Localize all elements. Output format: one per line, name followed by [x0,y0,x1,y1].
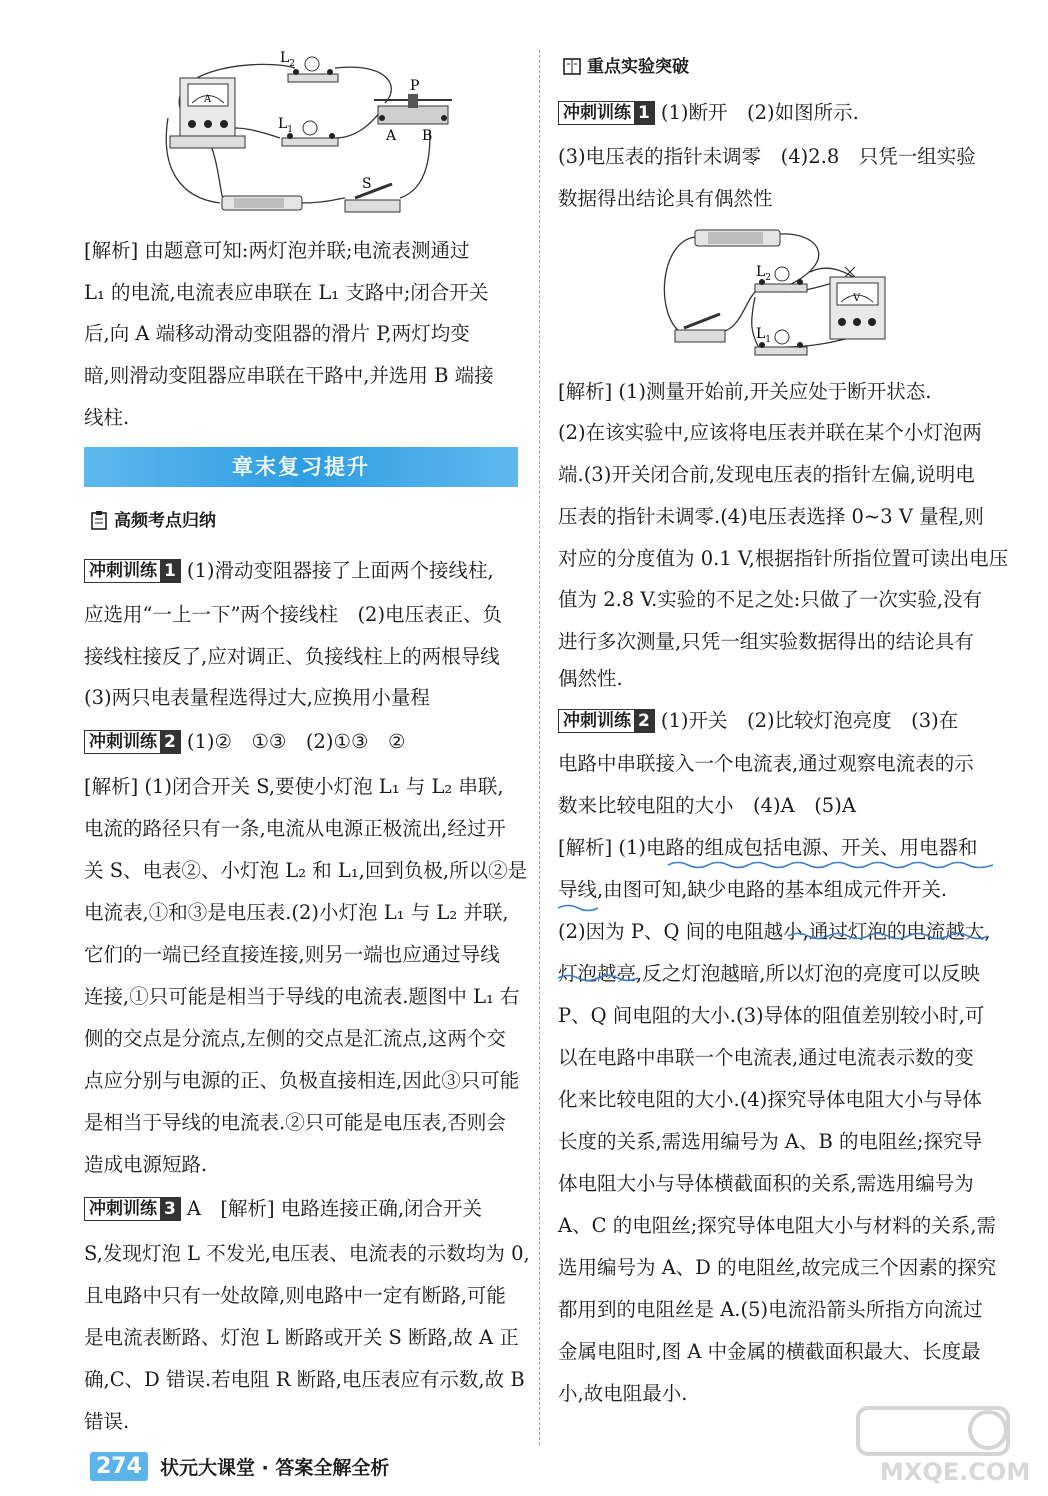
circuit-diagram-parallel-bulbs [160,48,480,218]
drill-2-line: 是相当于导线的电流表.②只可能是电压表,否则会 [84,1111,506,1134]
exp-analysis-line: 对应的分度值为 0.1 V,根据指针所指位置可读出电压 [558,547,1009,570]
column-divider [539,50,540,1445]
drill-3-line: 冲刺训练 3 A [解析] 电路连接正确,闭合开关 [84,1195,482,1223]
subhead-label: 高频考点归纳 [114,511,216,531]
drill-3-line: S,发现灯泡 L 不发光,电压表、电流表的示数均为 0, [84,1242,530,1265]
exp-drill-2-line: 数来比较电阻的大小 (4)A (5)A [558,794,856,817]
handwritten-underlines [558,860,1008,990]
exp-drill-2-line: 都用到的电阻丝是 A.(5)电流沿箭头所指方向流过 [558,1298,983,1321]
label-s: S [362,176,372,192]
label-p: P [410,78,420,94]
svg-text:A: A [204,94,212,105]
drill-tag: 冲刺训练 3 [84,1197,181,1221]
analysis-line: 后,向 A 端移动滑动变阻器的滑片 P,两灯均变 [84,322,470,345]
page-footer [90,1448,389,1484]
label-l2: $L_2$ [280,50,296,69]
exp-drill-2-line: 冲刺训练 2 (1)开关 (2)比较灯泡亮度 (3)在 [558,707,958,735]
drill-1-line: (3)两只电表量程选得过大,应换用小量程 [84,686,430,709]
drill-2-line: 电流的路径只有一条,电流从电源正极流出,经过开 [84,817,506,840]
voltmeter [830,267,885,339]
label-l2: $L_2$ [756,264,772,283]
label-l1: $L_1$ [278,116,294,135]
exp-analysis-line: 端.(3)开关闭合前,发现电压表的指针左偏,说明电 [558,463,975,486]
exp-drill-2-line: 体电阻大小与导体横截面积的关系,需选用编号为 [558,1172,974,1195]
exp-drill-2-line: 导线,由图可知,缺少电路的基本组成元件开关. [558,878,948,901]
subhead-label: 重点实验突破 [587,57,689,77]
exp-drill-2-line: 以在电路中串联一个电流表,通过电流表示数的变 [558,1046,974,1069]
exp-drill-1-line: 冲刺训练 1 (1)断开 (2)如图所示. [558,99,859,127]
exp-analysis-line: 值为 2.8 V.实验的不足之处:只做了一次实验,没有 [558,588,983,611]
drill-2-line: 点应分别与电源的正、负极直接相连,因此③只可能 [84,1069,520,1092]
drill-1-line: 冲刺训练 1 (1)滑动变阻器接了上面两个接线柱, [84,557,494,585]
drill-1-line: 应选用“一上一下”两个接线柱 (2)电压表正、负 [84,603,503,626]
exp-analysis-line: 进行多次测量,只凭一组实验数据得出的结论具有 [558,630,974,653]
drill-tag: 冲刺训练 1 [558,101,655,125]
drill-3-line: 且电路中只有一处故障,则电路中一定有断路,可能 [84,1284,506,1307]
drill-3-line: 错误. [84,1410,130,1433]
label-l1: $L_1$ [756,326,772,345]
ammeter [170,78,245,148]
exp-drill-2-line: 选用编号为 A、D 的电阻丝,故完成三个因素的探究 [558,1256,997,1279]
circuit-diagram-voltmeter [660,222,900,362]
exp-drill-1-line: (3)电压表的指针未调零 (4)2.8 只凭一组实验 [558,145,976,168]
drill-tag: 冲刺训练 2 [84,730,181,754]
label-a: A [386,128,397,144]
exp-drill-1-line: 数据得出结论具有偶然性 [558,187,773,210]
battery [695,230,780,246]
analysis-line: L₁ 的电流,电流表应串联在 L₁ 支路中;闭合开关 [84,281,489,304]
exp-drill-2-line: 小,故电阻最小. [558,1382,688,1405]
drill-2-line: [解析] (1)闭合开关 S,要使小灯泡 L₁ 与 L₂ 串联, [84,775,504,798]
drill-2-line: 关 S、电表②、小灯泡 L₂ 和 L₁,回到负极,所以②是 [84,859,528,882]
drill-2-line: 连接,①只可能是相当于导线的电流表.题图中 L₁ 右 [84,985,520,1008]
section-title-chapter-review: 章末复习提升 [84,447,518,487]
drill-2-line: 侧的交点是分流点,左侧的交点是汇流点,这两个交 [84,1027,506,1050]
page-number: 274 [90,1452,148,1481]
switch-s [345,184,400,212]
svg-text:V: V [853,293,861,304]
analysis-line: 线柱. [84,406,130,429]
drill-2-line: 电流表,①和③是电压表.(2)小灯泡 L₁ 与 L₂ 并联, [84,901,509,924]
bulb-l2 [288,57,338,82]
exp-analysis-line: 偶然性. [558,667,623,690]
exp-drill-2-line: 金属电阻时,图 A 中金属的横截面积最大、长度最 [558,1340,981,1363]
exp-drill-2-line: P、Q 间电阻的大小.(3)导体的阻值差别较小时,可 [558,1004,985,1027]
drill-2-line: 冲刺训练 2 (1)② ①③ (2)①③ ② [84,728,405,756]
switch [675,314,725,342]
subhead-frequent-points [90,509,216,533]
exp-drill-2-line: (2)因为 P、Q 间的电阻越小,通过灯泡的电流越大, [558,920,991,943]
drill-3-line: 是电流表断路、灯泡 L 断路或开关 S 断路,故 A 正 [84,1326,519,1349]
exp-analysis-line: (2)在该实验中,应该将电压表并联在某个小灯泡两 [558,421,982,444]
subhead-key-experiments [563,55,689,79]
analysis-line: [解析] 由题意可知:两灯泡并联;电流表测通过 [84,239,470,262]
experiment-book-icon [563,56,581,76]
battery [222,196,302,210]
exp-drill-2-line: [解析] (1)电路的组成包括电源、开关、用电器和 [558,836,978,859]
exp-drill-2-line: 长度的关系,需选用编号为 A、B 的电阻丝;探究导 [558,1130,983,1153]
exp-drill-2-line: A、C 的电阻丝;探究导体电阻大小与材料的关系,需 [558,1214,996,1237]
exp-drill-2-line: 电路中串联接入一个电流表,通过观察电流表的示 [558,752,974,775]
drill-tag: 冲刺训练 1 [84,559,181,583]
drill-tag: 冲刺训练 2 [558,709,655,733]
drill-1-line: 接线柱接反了,应对调正、负接线柱上的两根导线 [84,645,500,668]
label-b: B [422,128,433,144]
exp-analysis-line: [解析] (1)测量开始前,开关应处于断开状态. [558,380,932,403]
drill-2-line: 造成电源短路. [84,1153,208,1176]
exp-drill-2-line: 化来比较电阻的大小.(4)探究导体电阻大小与导体 [558,1088,982,1111]
exp-drill-2-line: 灯泡越亮,反之灯泡越暗,所以灯泡的亮度可以反映 [558,962,980,985]
rheostat [374,94,452,124]
analysis-line: 暗,则滑动变阻器应串联在干路中,并选用 B 端接 [84,364,494,387]
drill-3-line: 确,C、D 错误.若电阻 R 断路,电压表应有示数,故 B [84,1368,525,1391]
clipboard-icon [90,510,108,530]
drill-2-line: 它们的一端已经直接连接,则另一端也应通过导线 [84,943,500,966]
watermark-text: MXQE.COM [880,1458,1031,1486]
exp-analysis-line: 压表的指针未调零.(4)电压表选择 0~3 V 量程,则 [558,505,984,528]
book-title: 状元大课堂 · 答案全解全析 [159,1456,390,1479]
